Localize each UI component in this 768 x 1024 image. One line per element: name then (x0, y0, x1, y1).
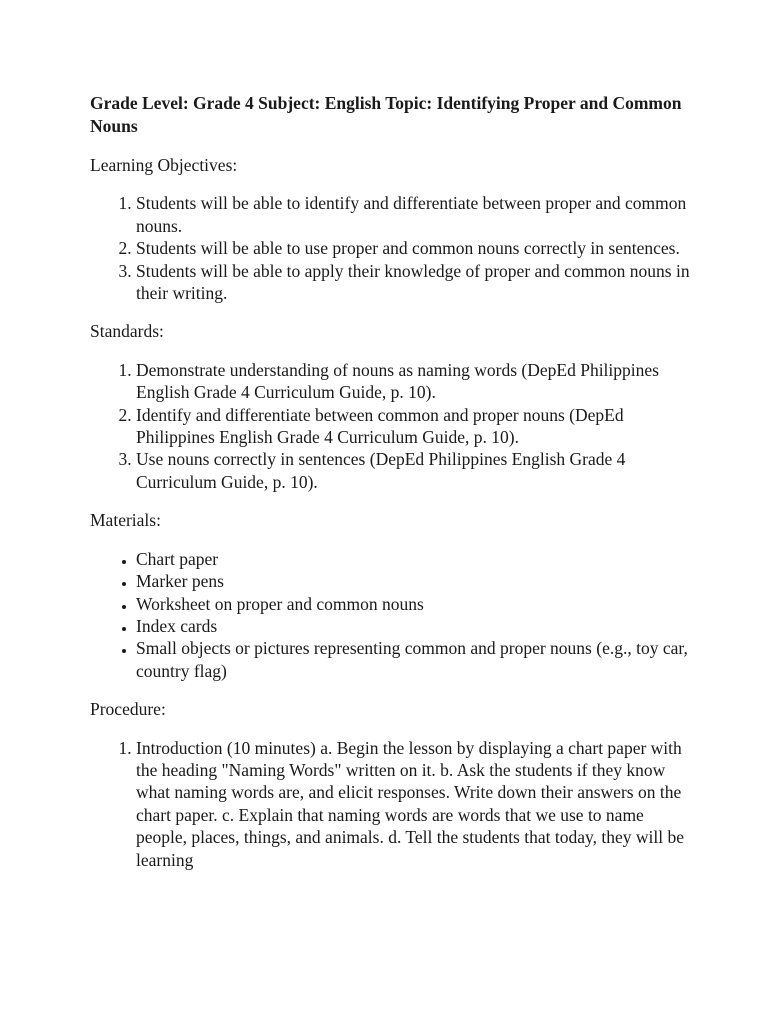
list-item: • Marker pens (136, 570, 690, 592)
standards-heading: Standards: (90, 321, 164, 342)
materials-list (90, 548, 690, 682)
procedure-heading: Procedure: (90, 699, 166, 720)
list-item: 2. Identify and differentiate between common and proper nouns (DepEd Philippines English Grade 4 Curriculum Guide, p. 10). (136, 404, 690, 449)
list-item: 2. Students will be able to use proper and common nouns correctly in sentences. (136, 237, 690, 259)
objectives-list (90, 192, 690, 304)
materials-heading: Materials: (90, 510, 161, 531)
objectives-heading: Learning Objectives: (90, 155, 238, 175)
list-item: 1. Demonstrate understanding of nouns as naming words (DepEd Philippines English Grade 4 Curriculum Guide, p. 10). (136, 359, 690, 404)
standards-list (90, 359, 690, 493)
list-item: • Small objects or pictures representing common and proper nouns (e.g., toy car, country flag) (136, 637, 690, 682)
list-item: • Index cards (136, 615, 690, 637)
procedure-list (90, 737, 690, 871)
list-item: 3. Use nouns correctly in sentences (DepEd Philippines English Grade 4 Curriculum Guide, p. 10). (136, 448, 690, 493)
document-page (90, 92, 690, 887)
list-item: • Chart paper (136, 548, 690, 570)
document-title: Grade Level: Grade 4 Subject: English Topic: Identifying Proper and Common Nouns (90, 93, 682, 136)
list-item: 3. Students will be able to apply their knowledge of proper and common nouns in their writing. (136, 260, 690, 305)
list-item: 1. Introduction (10 minutes) a. Begin the lesson by displaying a chart paper with the heading "Naming Words" written on it. b. Ask the students if they know what naming words are, and elicit responses. Write down their answers on the chart paper. c. Explain that naming words are words that we use to name people, places, things, and animals. d. Tell the students that today, they will be learning (136, 737, 690, 871)
list-item: 1. Students will be able to identify and differentiate between proper and common nouns. (136, 192, 690, 237)
list-item: • Worksheet on proper and common nouns (136, 593, 690, 615)
